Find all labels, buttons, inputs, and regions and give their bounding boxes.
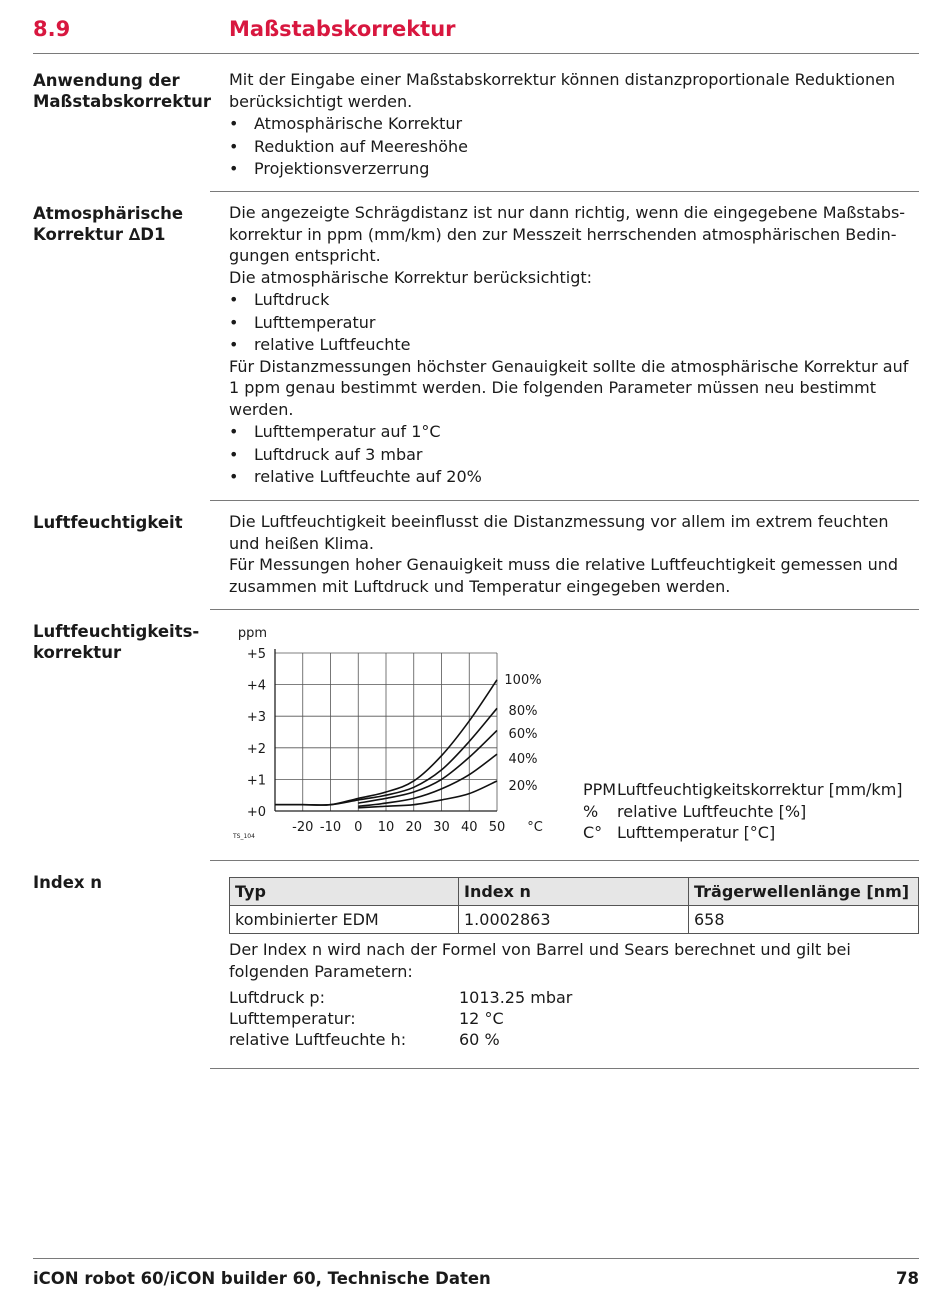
- index-text: Der Index n wird nach der Formel von Barrel und Sears berechnet und gilt bei folgenden Parametern:: [229, 940, 851, 981]
- header-rule: [33, 53, 919, 54]
- list-item: • Lufttemperatur: [229, 312, 919, 334]
- label-anwendung: Anwendung der Maßstabskorrektur: [33, 71, 211, 111]
- chart-legend: [583, 779, 903, 844]
- x-tick-label: -20: [292, 820, 314, 835]
- table-cell: kombinierter EDM: [230, 906, 459, 934]
- x-tick-label: 10: [377, 820, 395, 835]
- label-feucht: Luftfeuchtigkeit: [33, 513, 183, 532]
- legend-row-ppm: PPMLuftfeuchtigkeitskorrektur [mm/km]: [583, 780, 903, 799]
- x-tick-label: 20: [405, 820, 423, 835]
- y-tick-label: +5: [246, 647, 266, 662]
- series-label: 100%: [504, 673, 542, 688]
- label-index: Index n: [33, 873, 103, 892]
- list-item: • Atmosphärische Korrektur: [229, 113, 919, 135]
- section-rule: [210, 609, 919, 610]
- series-label: 20%: [508, 779, 538, 794]
- section-title: Maßstabskorrektur: [229, 17, 456, 41]
- y-tick-label: +1: [246, 773, 266, 789]
- y-tick-label: +0: [246, 805, 266, 820]
- feucht-body: [229, 511, 919, 597]
- atmo-list-2: [229, 421, 919, 488]
- x-tick-label: 30: [433, 820, 450, 835]
- list-item: • relative Luftfeuchte auf 20%: [229, 466, 919, 488]
- page-number: 78: [896, 1269, 919, 1288]
- x-tick-label: 40: [460, 820, 478, 835]
- table-cell: 658: [689, 906, 919, 934]
- list-item: • Lufttemperatur auf 1°C: [229, 421, 919, 443]
- legend-row-celsius: C° Lufttemperatur [°C]: [583, 823, 776, 842]
- index-params: [229, 987, 572, 1050]
- table-row: [230, 906, 919, 934]
- anwendung-body: [229, 69, 919, 180]
- atmo-body: [229, 202, 919, 488]
- list-item: • Luftdruck: [229, 289, 919, 311]
- feucht-text-2: Für Messungen hoher Genauigkeit muss die relative Luftfeuchtigkeit gemessen und zusammen mit Luftdruck und Temperatur eingegeben werden.: [229, 555, 899, 596]
- section-rule: [210, 500, 919, 501]
- label-korr: Luftfeuchtigkeits- korrektur: [33, 622, 200, 662]
- x-tick-label: 0: [354, 820, 363, 835]
- atmo-list-1: [229, 289, 919, 356]
- y-tick-label: +4: [246, 678, 266, 694]
- table-header: Index n: [459, 878, 689, 906]
- feucht-text-1: Die Luftfeuchtigkeit beeinflusst die Distanzmessung vor allem im extrem feuchten und heißen Klima.: [229, 512, 889, 553]
- list-item: • Luftdruck auf 3 mbar: [229, 444, 919, 466]
- series-label: 80%: [508, 704, 538, 719]
- atmo-text-2: Die atmosphärische Korrektur berücksichtigt:: [229, 267, 593, 287]
- section-rule: [210, 1068, 919, 1069]
- label-atmo: Atmosphärische Korrektur ∆D1: [33, 204, 184, 244]
- section-rule: [210, 191, 919, 192]
- table-header-row: [230, 878, 919, 906]
- x-tick-label: -10: [319, 820, 342, 835]
- footer-rule: [33, 1258, 919, 1259]
- footer-title: iCON robot 60/iCON builder 60, Technische Daten: [33, 1269, 491, 1288]
- atmo-text-3: Für Distanzmessungen höchster Genauigkeit sollte die atmosphärische Korrektur auf 1 ppm genau bestimmt werden. Die folgenden Parameter müssen neu bestimmt werden.: [229, 356, 909, 419]
- anwendung-list: [229, 113, 919, 180]
- list-item: • relative Luftfeuchte: [229, 334, 919, 356]
- figure-id: TS_104: [233, 833, 255, 840]
- series-line-60pct: [358, 730, 497, 803]
- param-row: Luftdruck p: 1013.25 mbar: [229, 988, 573, 1007]
- table-header: Typ: [230, 878, 459, 906]
- param-row: relative Luftfeuchte h: 60 %: [229, 1030, 500, 1049]
- x-tick-label: 50: [488, 820, 506, 835]
- table-cell: 1.0002863: [459, 906, 689, 934]
- series-label: 60%: [508, 727, 538, 742]
- index-table: [229, 877, 919, 934]
- humidity-chart-svg: [229, 622, 559, 844]
- list-item: • Reduktion auf Meereshöhe: [229, 136, 919, 158]
- legend-row-percent: % relative Luftfeuchte [%]: [583, 801, 807, 821]
- section-number: 8.9: [33, 17, 71, 41]
- series-label: 40%: [508, 752, 538, 767]
- param-row: Lufttemperatur: 12 °C: [229, 1009, 504, 1028]
- table-header: Trägerwellenlänge [nm]: [689, 878, 919, 906]
- section-rule: [210, 860, 919, 861]
- x-axis-label: °C: [527, 820, 543, 835]
- y-tick-label: +2: [246, 741, 266, 757]
- atmo-text-1: Die angezeigte Schrägdistanz ist nur dann richtig, wenn die eingegebene Maßstabs-korrektur in ppm (mm/km) den zur Messzeit herrschenden atmosphärischen Bedin-gungen entspricht.: [229, 203, 906, 265]
- list-item: • Projektionsverzerrung: [229, 158, 919, 180]
- anwendung-text: Mit der Eingabe einer Maßstabskorrektur können distanzproportionale Reduktionen berücksichtigt werden.: [229, 70, 896, 111]
- y-axis-label: ppm: [237, 626, 267, 641]
- y-tick-label: +3: [246, 710, 266, 726]
- humidity-chart: [229, 622, 559, 844]
